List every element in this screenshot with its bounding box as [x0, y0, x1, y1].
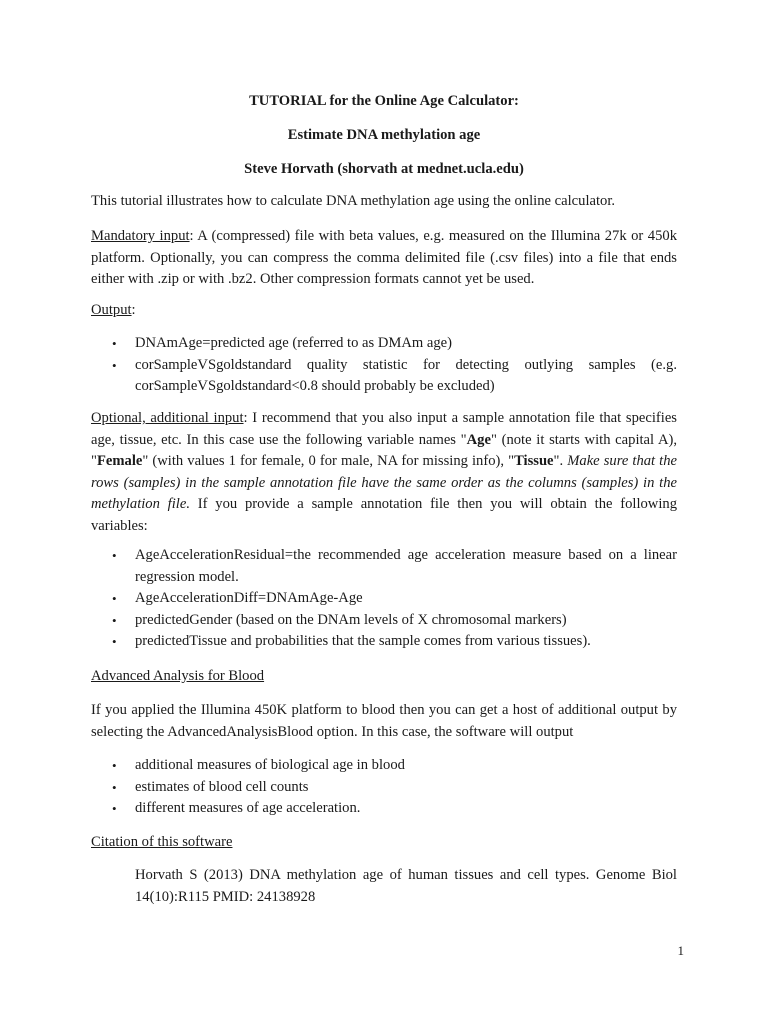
output-list [91, 333, 677, 398]
document-title: TUTORIAL for the Online Age Calculator: [249, 93, 519, 109]
document-author: Steve Horvath (shorvath at mednet.ucla.edu) [244, 161, 524, 177]
optional-input-label: Optional, additional input [91, 410, 244, 426]
mandatory-input-paragraph [91, 226, 677, 291]
age-variable: Age [466, 431, 491, 448]
advanced-analysis-paragraph: If you applied the Illumina 450K platform to blood then you can get a host of additional output by selecting the AdvancedAnalysisBlood option. In this case, the software will output [91, 702, 677, 740]
output-variables-list [91, 545, 677, 653]
ordering-note: Make sure that the rows (samples) in the sample annotation file have the same order as the columns (samples) in the methylation file. [91, 453, 677, 513]
optional-input-paragraph: Optional, additional input: I recommend that you also input a sample annotation file that specifies age, tissue, etc. In this case use the following variable names "Age" (note it starts with capital A), "Female" (with values 1 for female, 0 for male, NA for missing info), "Tissue". Make sure that the rows (samples) in the sample annotation file have the same order as the columns (samples) in the methylation file. If you provide a sample annotation file then you will obtain the following variables: [91, 410, 678, 534]
advanced-analysis-heading: Advanced Analysis for Blood [91, 668, 265, 684]
mandatory-input-text: : A (compressed) file with beta values, e.g. measured on the Illumina 27k or 450k platform. Optionally, you can compress the comma delimited file (.csv files) into a file that ends either with .zip or with .bz2. Other compression formats cannot yet be used. [91, 228, 677, 288]
mandatory-input-label: Mandatory input [91, 228, 190, 244]
list-item: • estimates of blood cell counts [91, 777, 677, 799]
intro-paragraph: This tutorial illustrates how to calculate DNA methylation age using the online calculator. [91, 193, 616, 209]
tissue-variable: Tissue [514, 453, 554, 470]
output-label: Output [91, 302, 132, 318]
citation-heading: Citation of this software [91, 834, 233, 850]
list-item: • AgeAccelerationDiff=DNAmAge-Age [91, 588, 677, 610]
list-item: • corSampleVSgoldstandard quality statistic for detecting outlying samples (e.g. corSampleVSgoldstandard<0.8 should probably be excluded) [91, 355, 677, 398]
output-heading: Output: [91, 302, 136, 318]
list-item: • predictedGender (based on the DNAm levels of X chromosomal markers) [91, 610, 677, 632]
female-variable: Female [96, 453, 143, 470]
citation-text: Horvath S (2013) DNA methylation age of human tissues and cell types. Genome Biol 14(10):R115 PMID: 24138928 [135, 867, 677, 905]
document-subtitle: Estimate DNA methylation age [287, 127, 481, 143]
list-item: • additional measures of biological age in blood [91, 755, 677, 777]
list-item: • AgeAccelerationResidual=the recommended age acceleration measure based on a linear regression model. [91, 545, 677, 588]
list-item: • predictedTissue and probabilities that the sample comes from various tissues). [91, 631, 677, 653]
page-number: 1 [677, 943, 684, 958]
list-item: • different measures of age acceleration. [91, 798, 677, 820]
advanced-output-list [91, 755, 677, 820]
list-item: • DNAmAge=predicted age (referred to as DMAm age) [91, 333, 677, 355]
